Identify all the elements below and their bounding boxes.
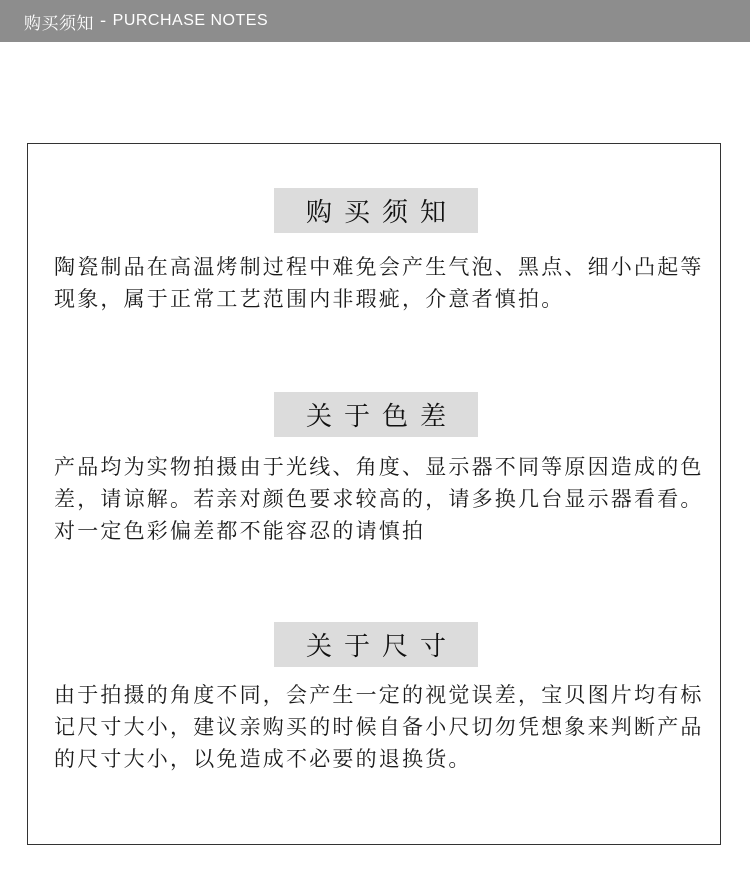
section-title-purchase: 购买须知 (274, 188, 478, 233)
section-body-size (54, 679, 704, 775)
header-separator: - (100, 11, 107, 31)
section-text: 陶瓷制品在高温烤制过程中难免会产生气泡、黑点、细小凸起等现象，属于正常工艺范围内非瑕疵，介意者慎拍。 (54, 255, 704, 311)
purchase-notes-header (0, 0, 750, 42)
section-title-color: 关于色差 (274, 392, 478, 437)
header-title-cn: 购买须知 (24, 13, 94, 34)
section-title-size: 关于尺寸 (274, 622, 478, 667)
header-title-en: PURCHASE NOTES (112, 12, 269, 29)
section-text: 由于拍摄的角度不同，会产生一定的视觉误差，宝贝图片均有标记尺寸大小，建议亲购买的时候自备小尺切勿凭想象来判断产品的尺寸大小，以免造成不必要的退换货。 (54, 683, 704, 771)
section-text: 产品均为实物拍摄由于光线、角度、显示器不同等原因造成的色差，请谅解。若亲对颜色要求较高的，请多换几台显示器看看。对一定色彩偏差都不能容忍的请慎拍 (54, 455, 704, 543)
notes-box (27, 143, 721, 845)
section-body-color (54, 451, 704, 547)
section-body-purchase (54, 251, 704, 315)
